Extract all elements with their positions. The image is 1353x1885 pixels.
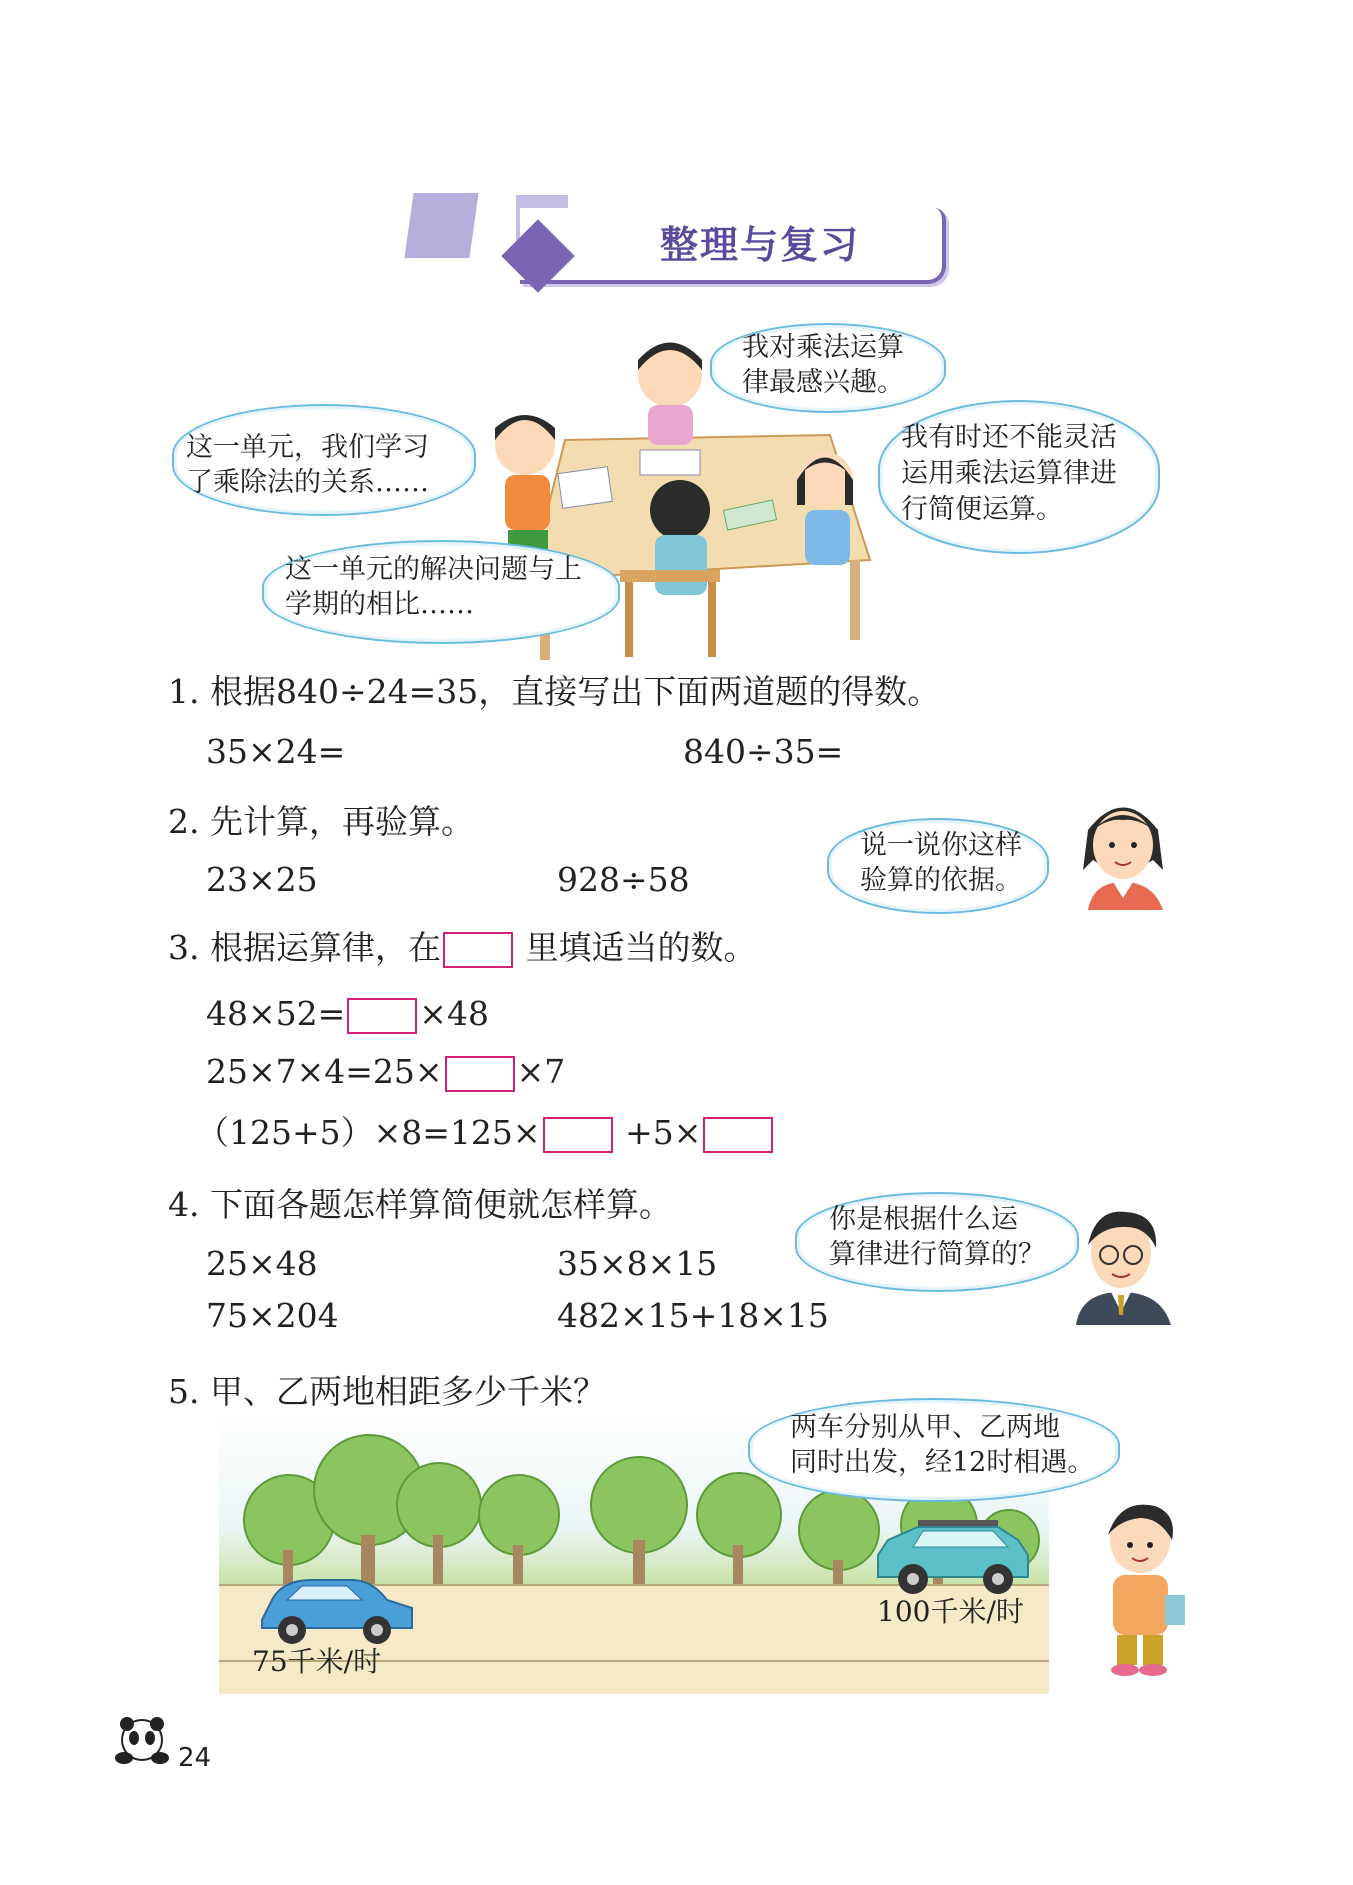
q1-expr-b: 840÷35= — [683, 732, 844, 771]
answer-box[interactable] — [543, 1117, 613, 1153]
bubble-girl-top-line1: 我对乘法运算 — [742, 332, 904, 363]
bubble-bottom-line2: 学期的相比…… — [285, 589, 474, 620]
speed-left: 75千米/时 — [252, 1645, 382, 1678]
answer-box[interactable] — [445, 1056, 515, 1092]
bubble-right-line2: 运用乘法运算律进 — [901, 458, 1117, 489]
q2-expr-b: 928÷58 — [557, 860, 690, 899]
q3-line3-mid: +5× — [625, 1113, 702, 1152]
q3-line3-pre: （125+5）×8=125× — [196, 1113, 541, 1152]
car-left-icon — [252, 1570, 422, 1650]
bubble-right-line1: 我有时还不能灵活 — [901, 422, 1117, 453]
boy-character — [1085, 1500, 1190, 1680]
q2-expr-a: 23×25 — [206, 860, 318, 899]
q4-expr-c: 75×204 — [206, 1296, 339, 1335]
q3-line1-post: ×48 — [419, 994, 489, 1033]
bubble-left-line2: 了乘除法的关系…… — [186, 467, 429, 498]
bubble-girl-top-line2: 律最感兴趣。 — [742, 367, 904, 398]
q3-line2-post: ×7 — [516, 1052, 566, 1091]
q3-title — [168, 928, 756, 968]
q4-title: 4. 下面各题怎样算简便就怎样算。 — [168, 1185, 672, 1224]
header-decor-square — [404, 193, 478, 258]
q5-bubble-line1: 两车分别从甲、乙两地 — [790, 1412, 1060, 1443]
q3-line1 — [206, 994, 489, 1034]
page-number: 24 — [178, 1743, 212, 1773]
section-title: 整理与复习 — [660, 223, 861, 267]
q1-title: 1. 根据840÷24=35，直接写出下面两道题的得数。 — [168, 672, 941, 711]
q2-bubble-line1: 说一说你这样 — [860, 830, 1022, 861]
panda-icon — [112, 1710, 172, 1770]
q3-line3 — [196, 1113, 775, 1153]
q5-bubble-line2: 同时出发，经12时相遇。 — [790, 1447, 1095, 1478]
answer-box[interactable] — [347, 998, 417, 1034]
car-right-icon — [868, 1515, 1038, 1600]
teacher-avatar — [1066, 1200, 1176, 1325]
q2-bubble-line2: 验算的依据。 — [860, 865, 1022, 896]
speed-right: 100千米/时 — [877, 1595, 1024, 1628]
q4-expr-a: 25×48 — [206, 1244, 318, 1283]
bubble-left-line1: 这一单元，我们学习 — [186, 432, 429, 463]
bubble-bottom-line1: 这一单元的解决问题与上 — [285, 554, 582, 585]
answer-box-example — [443, 932, 513, 968]
q3-title-pre: 3. 根据运算律，在 — [168, 928, 441, 967]
q4-expr-d: 482×15+18×15 — [557, 1296, 829, 1335]
q4-expr-b: 35×8×15 — [557, 1244, 718, 1283]
bubble-right-line3: 行简便运算。 — [901, 494, 1063, 525]
girl-avatar — [1068, 790, 1178, 910]
q5-title: 5. 甲、乙两地相距多少千米？ — [168, 1372, 606, 1411]
q4-bubble-line2: 算律进行简算的？ — [829, 1239, 1045, 1270]
answer-box[interactable] — [703, 1117, 773, 1153]
q1-expr-a: 35×24= — [206, 732, 346, 771]
q3-line1-pre: 48×52= — [206, 994, 346, 1033]
q3-line2 — [206, 1052, 565, 1092]
q3-line2-pre: 25×7×4=25× — [206, 1052, 443, 1091]
q2-title: 2. 先计算，再验算。 — [168, 802, 474, 841]
q4-bubble-line1: 你是根据什么运 — [829, 1204, 1018, 1235]
q3-title-post: 里填适当的数。 — [525, 928, 757, 967]
